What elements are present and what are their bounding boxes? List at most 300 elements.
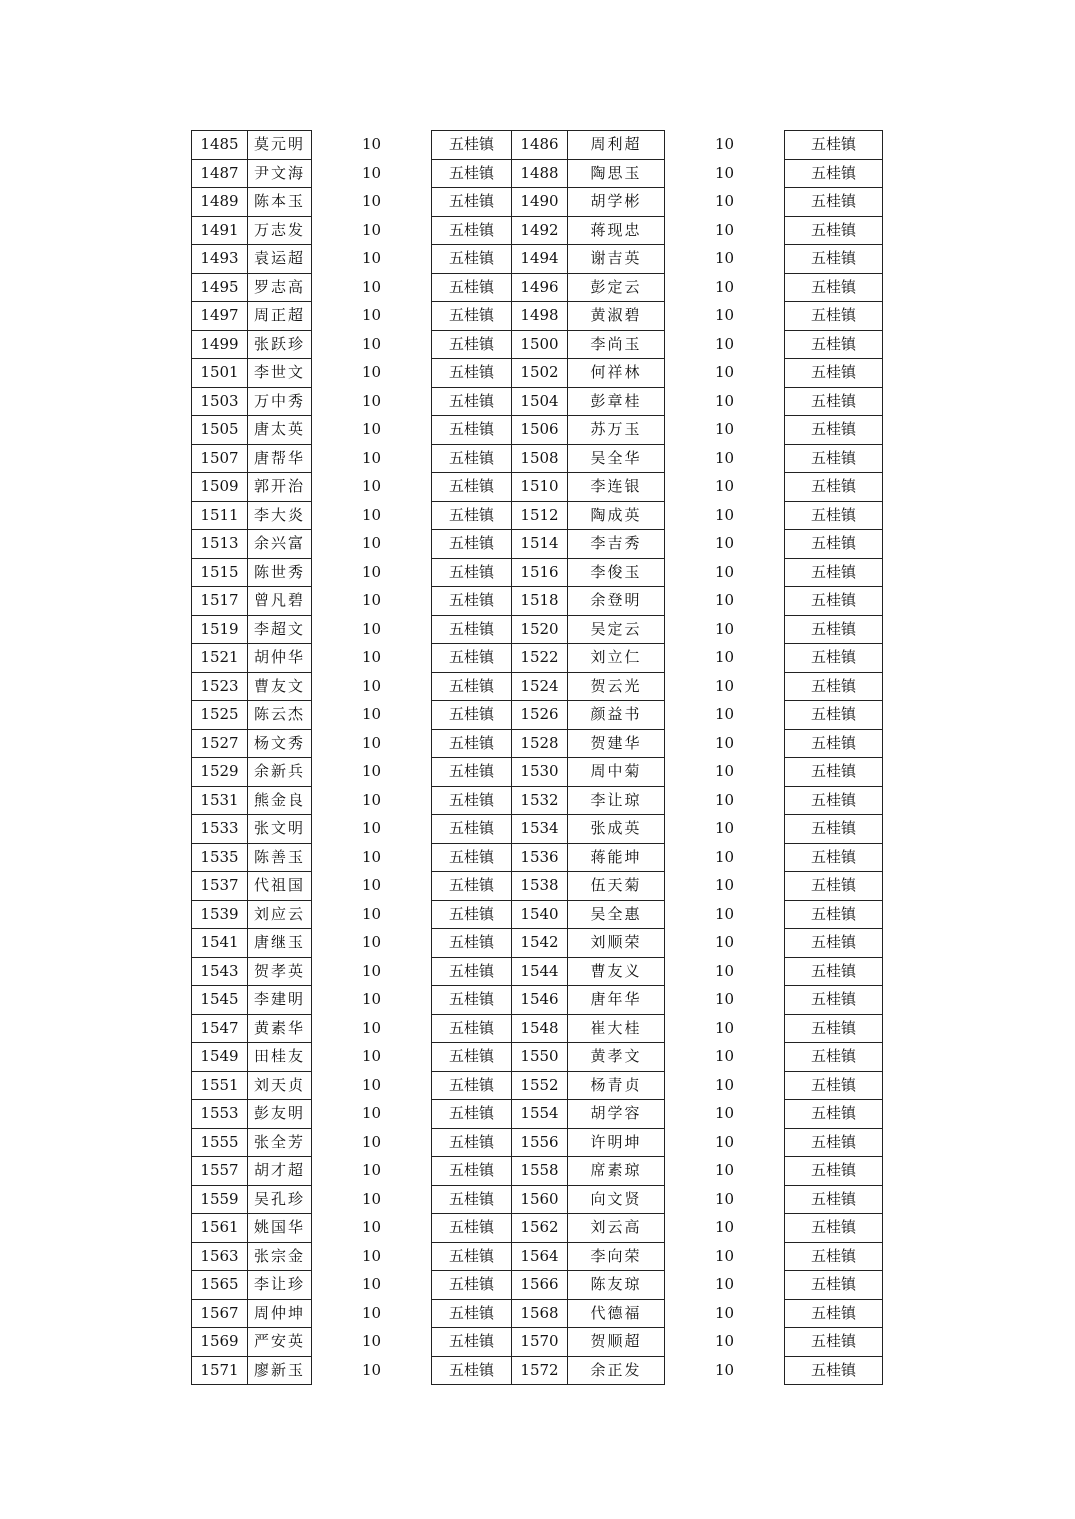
- amount: 10: [665, 929, 785, 958]
- town-name: 五桂镇: [432, 159, 512, 188]
- amount: 10: [312, 1214, 432, 1243]
- person-name: 陈善玉: [248, 843, 312, 872]
- amount: 10: [312, 729, 432, 758]
- town-name: 五桂镇: [432, 273, 512, 302]
- person-name: 唐继玉: [248, 929, 312, 958]
- person-name: 杨文秀: [248, 729, 312, 758]
- table-row: [192, 245, 883, 274]
- town-name: 五桂镇: [785, 1100, 883, 1129]
- amount: 10: [312, 1242, 432, 1271]
- town-name: 五桂镇: [785, 872, 883, 901]
- person-name: 李让琼: [568, 786, 665, 815]
- table-row: [192, 1043, 883, 1072]
- town-name: 五桂镇: [785, 1157, 883, 1186]
- amount: 10: [312, 1157, 432, 1186]
- table-row: [192, 1185, 883, 1214]
- person-name: 曾凡碧: [248, 587, 312, 616]
- table-row: [192, 216, 883, 245]
- town-name: 五桂镇: [785, 387, 883, 416]
- person-name: 廖新玉: [248, 1356, 312, 1385]
- amount: 10: [312, 330, 432, 359]
- entry-number: 1511: [192, 501, 248, 530]
- entry-number: 1504: [512, 387, 568, 416]
- entry-number: 1562: [512, 1214, 568, 1243]
- entry-number: 1500: [512, 330, 568, 359]
- town-name: 五桂镇: [785, 1356, 883, 1385]
- person-name: 吴全惠: [568, 900, 665, 929]
- amount: 10: [665, 1214, 785, 1243]
- entry-number: 1494: [512, 245, 568, 274]
- town-name: 五桂镇: [432, 1214, 512, 1243]
- town-name: 五桂镇: [432, 1128, 512, 1157]
- entry-number: 1571: [192, 1356, 248, 1385]
- town-name: 五桂镇: [432, 1100, 512, 1129]
- amount: 10: [665, 131, 785, 160]
- town-name: 五桂镇: [432, 387, 512, 416]
- entry-number: 1521: [192, 644, 248, 673]
- amount: 10: [665, 501, 785, 530]
- entry-number: 1525: [192, 701, 248, 730]
- amount: 10: [665, 1328, 785, 1357]
- person-name: 蒋现忠: [568, 216, 665, 245]
- person-name: 席素琼: [568, 1157, 665, 1186]
- entry-number: 1553: [192, 1100, 248, 1129]
- table-row: [192, 387, 883, 416]
- person-name: 张成英: [568, 815, 665, 844]
- entry-number: 1502: [512, 359, 568, 388]
- town-name: 五桂镇: [432, 216, 512, 245]
- entry-number: 1558: [512, 1157, 568, 1186]
- amount: 10: [665, 359, 785, 388]
- town-name: 五桂镇: [432, 758, 512, 787]
- entry-number: 1519: [192, 615, 248, 644]
- table-row: [192, 957, 883, 986]
- town-name: 五桂镇: [432, 1157, 512, 1186]
- amount: 10: [665, 729, 785, 758]
- table-row: [192, 872, 883, 901]
- entry-number: 1495: [192, 273, 248, 302]
- town-name: 五桂镇: [432, 1043, 512, 1072]
- entry-number: 1572: [512, 1356, 568, 1385]
- amount: 10: [312, 1356, 432, 1385]
- town-name: 五桂镇: [785, 359, 883, 388]
- entry-number: 1551: [192, 1071, 248, 1100]
- town-name: 五桂镇: [432, 302, 512, 331]
- person-name: 彭定云: [568, 273, 665, 302]
- person-name: 许明坤: [568, 1128, 665, 1157]
- town-name: 五桂镇: [432, 644, 512, 673]
- amount: 10: [665, 188, 785, 217]
- amount: 10: [312, 929, 432, 958]
- person-name: 崔大桂: [568, 1014, 665, 1043]
- person-name: 黄素华: [248, 1014, 312, 1043]
- person-name: 周正超: [248, 302, 312, 331]
- entry-number: 1509: [192, 473, 248, 502]
- entry-number: 1505: [192, 416, 248, 445]
- amount: 10: [665, 1100, 785, 1129]
- town-name: 五桂镇: [432, 473, 512, 502]
- person-name: 贺云光: [568, 672, 665, 701]
- town-name: 五桂镇: [432, 1299, 512, 1328]
- person-name: 熊金良: [248, 786, 312, 815]
- table-row: [192, 1100, 883, 1129]
- amount: 10: [312, 672, 432, 701]
- town-name: 五桂镇: [432, 957, 512, 986]
- town-name: 五桂镇: [432, 843, 512, 872]
- person-name: 余兴富: [248, 530, 312, 559]
- entry-number: 1532: [512, 786, 568, 815]
- entry-number: 1514: [512, 530, 568, 559]
- person-name: 吴孔珍: [248, 1185, 312, 1214]
- person-name: 陈本玉: [248, 188, 312, 217]
- town-name: 五桂镇: [432, 900, 512, 929]
- table-row: [192, 1214, 883, 1243]
- person-name: 伍天菊: [568, 872, 665, 901]
- amount: 10: [665, 273, 785, 302]
- entry-number: 1530: [512, 758, 568, 787]
- person-name: 刘顺荣: [568, 929, 665, 958]
- entry-number: 1506: [512, 416, 568, 445]
- entry-number: 1523: [192, 672, 248, 701]
- town-name: 五桂镇: [432, 188, 512, 217]
- person-name: 莫元明: [248, 131, 312, 160]
- person-name: 向文贤: [568, 1185, 665, 1214]
- entry-number: 1536: [512, 843, 568, 872]
- amount: 10: [665, 245, 785, 274]
- table-row: [192, 273, 883, 302]
- entry-number: 1485: [192, 131, 248, 160]
- entry-number: 1493: [192, 245, 248, 274]
- person-name: 袁运超: [248, 245, 312, 274]
- entry-number: 1503: [192, 387, 248, 416]
- person-name: 李尚玉: [568, 330, 665, 359]
- amount: 10: [312, 1328, 432, 1357]
- person-name: 陶成英: [568, 501, 665, 530]
- amount: 10: [312, 558, 432, 587]
- town-name: 五桂镇: [432, 1328, 512, 1357]
- table-row: [192, 672, 883, 701]
- amount: 10: [312, 387, 432, 416]
- town-name: 五桂镇: [432, 672, 512, 701]
- amount: 10: [312, 302, 432, 331]
- entry-number: 1561: [192, 1214, 248, 1243]
- entry-number: 1527: [192, 729, 248, 758]
- town-name: 五桂镇: [785, 672, 883, 701]
- town-name: 五桂镇: [432, 587, 512, 616]
- entry-number: 1512: [512, 501, 568, 530]
- person-name: 万志发: [248, 216, 312, 245]
- amount: 10: [312, 615, 432, 644]
- person-name: 李向荣: [568, 1242, 665, 1271]
- town-name: 五桂镇: [432, 444, 512, 473]
- person-name: 张全芳: [248, 1128, 312, 1157]
- town-name: 五桂镇: [432, 986, 512, 1015]
- amount: 10: [312, 530, 432, 559]
- entry-number: 1516: [512, 558, 568, 587]
- amount: 10: [312, 957, 432, 986]
- amount: 10: [665, 330, 785, 359]
- amount: 10: [665, 786, 785, 815]
- amount: 10: [312, 501, 432, 530]
- amount: 10: [312, 359, 432, 388]
- amount: 10: [312, 1185, 432, 1214]
- amount: 10: [665, 957, 785, 986]
- person-name: 黄孝文: [568, 1043, 665, 1072]
- person-name: 李超文: [248, 615, 312, 644]
- person-name: 周中菊: [568, 758, 665, 787]
- town-name: 五桂镇: [432, 786, 512, 815]
- person-name: 张跃珍: [248, 330, 312, 359]
- person-name: 李吉秀: [568, 530, 665, 559]
- table-row: [192, 1157, 883, 1186]
- table-row: [192, 1128, 883, 1157]
- person-name: 胡仲华: [248, 644, 312, 673]
- amount: 10: [312, 1014, 432, 1043]
- entry-number: 1555: [192, 1128, 248, 1157]
- town-name: 五桂镇: [432, 872, 512, 901]
- entry-number: 1489: [192, 188, 248, 217]
- person-name: 苏万玉: [568, 416, 665, 445]
- town-name: 五桂镇: [785, 273, 883, 302]
- entry-number: 1569: [192, 1328, 248, 1357]
- person-name: 余登明: [568, 587, 665, 616]
- amount: 10: [665, 473, 785, 502]
- person-name: 贺孝英: [248, 957, 312, 986]
- amount: 10: [665, 216, 785, 245]
- table-row: [192, 302, 883, 331]
- amount: 10: [312, 644, 432, 673]
- town-name: 五桂镇: [432, 245, 512, 274]
- amount: 10: [665, 1014, 785, 1043]
- entry-number: 1539: [192, 900, 248, 929]
- table-row: [192, 843, 883, 872]
- town-name: 五桂镇: [785, 957, 883, 986]
- entry-number: 1517: [192, 587, 248, 616]
- amount: 10: [665, 1043, 785, 1072]
- town-name: 五桂镇: [785, 1328, 883, 1357]
- amount: 10: [665, 758, 785, 787]
- person-name: 周仲坤: [248, 1299, 312, 1328]
- person-name: 刘云高: [568, 1214, 665, 1243]
- person-name: 贺顺超: [568, 1328, 665, 1357]
- entry-number: 1537: [192, 872, 248, 901]
- entry-number: 1507: [192, 444, 248, 473]
- table-row: [192, 758, 883, 787]
- entry-number: 1538: [512, 872, 568, 901]
- town-name: 五桂镇: [785, 1299, 883, 1328]
- entry-number: 1491: [192, 216, 248, 245]
- town-name: 五桂镇: [432, 815, 512, 844]
- table-row: [192, 615, 883, 644]
- entry-number: 1568: [512, 1299, 568, 1328]
- person-name: 唐年华: [568, 986, 665, 1015]
- person-name: 吴定云: [568, 615, 665, 644]
- amount: 10: [665, 416, 785, 445]
- town-name: 五桂镇: [785, 986, 883, 1015]
- person-name: 万中秀: [248, 387, 312, 416]
- table-row: [192, 587, 883, 616]
- entry-number: 1487: [192, 159, 248, 188]
- amount: 10: [665, 986, 785, 1015]
- person-name: 胡才超: [248, 1157, 312, 1186]
- entry-number: 1535: [192, 843, 248, 872]
- table-row: [192, 359, 883, 388]
- entry-number: 1488: [512, 159, 568, 188]
- person-name: 尹文海: [248, 159, 312, 188]
- town-name: 五桂镇: [432, 701, 512, 730]
- table-row: [192, 1071, 883, 1100]
- amount: 10: [312, 587, 432, 616]
- town-name: 五桂镇: [785, 900, 883, 929]
- town-name: 五桂镇: [785, 501, 883, 530]
- amount: 10: [665, 843, 785, 872]
- entry-number: 1549: [192, 1043, 248, 1072]
- entry-number: 1499: [192, 330, 248, 359]
- town-name: 五桂镇: [432, 530, 512, 559]
- person-name: 胡学容: [568, 1100, 665, 1129]
- person-name: 蒋能坤: [568, 843, 665, 872]
- table-row: [192, 1271, 883, 1300]
- town-name: 五桂镇: [785, 1185, 883, 1214]
- entry-number: 1546: [512, 986, 568, 1015]
- town-name: 五桂镇: [785, 587, 883, 616]
- table-row: [192, 900, 883, 929]
- amount: 10: [312, 872, 432, 901]
- amount: 10: [312, 1100, 432, 1129]
- amount: 10: [312, 416, 432, 445]
- town-name: 五桂镇: [785, 473, 883, 502]
- amount: 10: [312, 758, 432, 787]
- amount: 10: [665, 1128, 785, 1157]
- entry-number: 1496: [512, 273, 568, 302]
- entry-number: 1567: [192, 1299, 248, 1328]
- town-name: 五桂镇: [785, 1242, 883, 1271]
- person-name: 李大炎: [248, 501, 312, 530]
- town-name: 五桂镇: [785, 1043, 883, 1072]
- person-name: 黄淑碧: [568, 302, 665, 331]
- amount: 10: [312, 188, 432, 217]
- town-name: 五桂镇: [785, 1214, 883, 1243]
- town-name: 五桂镇: [785, 701, 883, 730]
- amount: 10: [665, 444, 785, 473]
- town-name: 五桂镇: [432, 1271, 512, 1300]
- person-name: 彭友明: [248, 1100, 312, 1129]
- town-name: 五桂镇: [432, 615, 512, 644]
- table-row: [192, 416, 883, 445]
- town-name: 五桂镇: [432, 1185, 512, 1214]
- town-name: 五桂镇: [432, 1014, 512, 1043]
- amount: 10: [665, 1271, 785, 1300]
- amount: 10: [312, 1071, 432, 1100]
- amount: 10: [312, 1043, 432, 1072]
- amount: 10: [665, 558, 785, 587]
- entry-number: 1526: [512, 701, 568, 730]
- table-row: [192, 188, 883, 217]
- person-name: 陈友琼: [568, 1271, 665, 1300]
- entry-number: 1501: [192, 359, 248, 388]
- town-name: 五桂镇: [432, 558, 512, 587]
- amount: 10: [665, 1071, 785, 1100]
- person-name: 颜益书: [568, 701, 665, 730]
- entry-number: 1492: [512, 216, 568, 245]
- town-name: 五桂镇: [785, 758, 883, 787]
- person-name: 谢吉英: [568, 245, 665, 274]
- amount: 10: [665, 1242, 785, 1271]
- entry-number: 1554: [512, 1100, 568, 1129]
- table-row: [192, 530, 883, 559]
- amount: 10: [665, 644, 785, 673]
- roster-table: [191, 130, 882, 1385]
- entry-number: 1528: [512, 729, 568, 758]
- person-name: 代德福: [568, 1299, 665, 1328]
- amount: 10: [312, 986, 432, 1015]
- table-row: [192, 786, 883, 815]
- town-name: 五桂镇: [785, 558, 883, 587]
- table-row: [192, 1356, 883, 1385]
- table-row: [192, 159, 883, 188]
- town-name: 五桂镇: [432, 1356, 512, 1385]
- town-name: 五桂镇: [432, 1242, 512, 1271]
- amount: 10: [312, 786, 432, 815]
- entry-number: 1557: [192, 1157, 248, 1186]
- entry-number: 1520: [512, 615, 568, 644]
- table-row: [192, 501, 883, 530]
- town-name: 五桂镇: [785, 416, 883, 445]
- entry-number: 1552: [512, 1071, 568, 1100]
- person-name: 刘天贞: [248, 1071, 312, 1100]
- amount: 10: [312, 131, 432, 160]
- entry-number: 1498: [512, 302, 568, 331]
- entry-number: 1522: [512, 644, 568, 673]
- amount: 10: [312, 273, 432, 302]
- person-name: 李连银: [568, 473, 665, 502]
- amount: 10: [312, 473, 432, 502]
- town-name: 五桂镇: [785, 131, 883, 160]
- amount: 10: [312, 843, 432, 872]
- entry-number: 1563: [192, 1242, 248, 1271]
- entry-number: 1560: [512, 1185, 568, 1214]
- amount: 10: [665, 1356, 785, 1385]
- entry-number: 1548: [512, 1014, 568, 1043]
- entry-number: 1510: [512, 473, 568, 502]
- town-name: 五桂镇: [785, 245, 883, 274]
- table-row: [192, 1299, 883, 1328]
- amount: 10: [312, 444, 432, 473]
- person-name: 代祖国: [248, 872, 312, 901]
- town-name: 五桂镇: [785, 159, 883, 188]
- entry-number: 1534: [512, 815, 568, 844]
- person-name: 陈世秀: [248, 558, 312, 587]
- town-name: 五桂镇: [785, 644, 883, 673]
- entry-number: 1508: [512, 444, 568, 473]
- town-name: 五桂镇: [785, 330, 883, 359]
- town-name: 五桂镇: [785, 843, 883, 872]
- person-name: 李让珍: [248, 1271, 312, 1300]
- entry-number: 1547: [192, 1014, 248, 1043]
- amount: 10: [665, 530, 785, 559]
- amount: 10: [665, 587, 785, 616]
- person-name: 李俊玉: [568, 558, 665, 587]
- town-name: 五桂镇: [785, 729, 883, 758]
- town-name: 五桂镇: [432, 359, 512, 388]
- person-name: 田桂友: [248, 1043, 312, 1072]
- table-row: [192, 1328, 883, 1357]
- amount: 10: [312, 701, 432, 730]
- table-row: [192, 815, 883, 844]
- entry-number: 1543: [192, 957, 248, 986]
- person-name: 张宗金: [248, 1242, 312, 1271]
- entry-number: 1564: [512, 1242, 568, 1271]
